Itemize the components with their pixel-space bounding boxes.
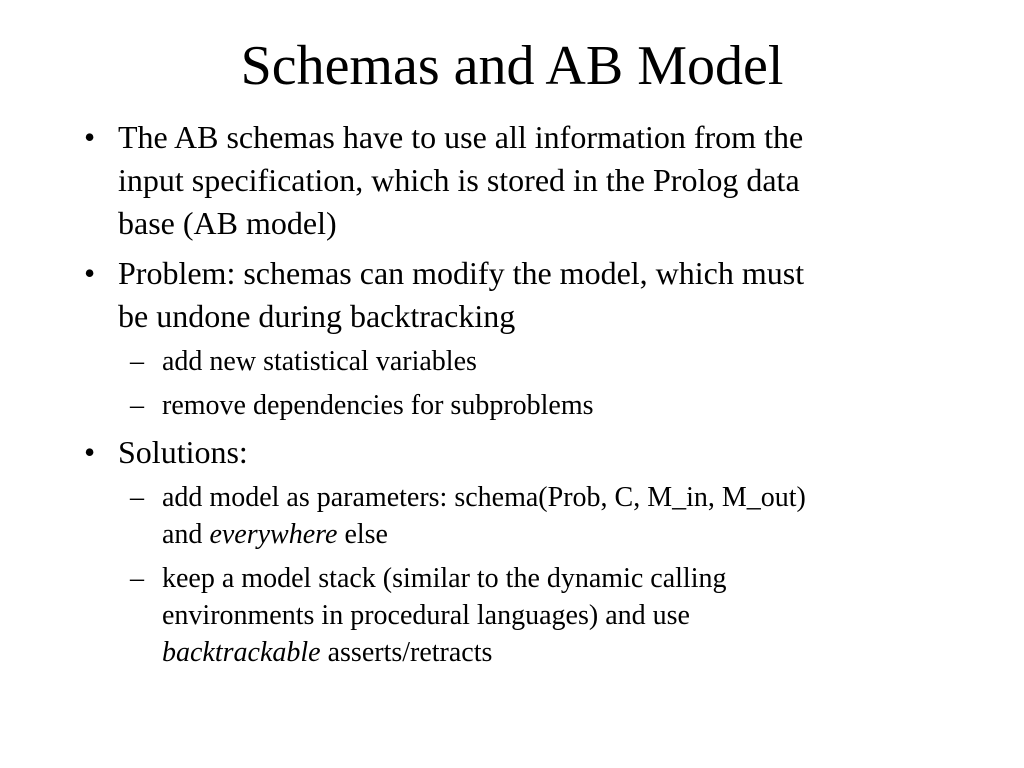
bullet-text-line: be undone during backtracking xyxy=(118,298,516,334)
sub-bullet-text: remove dependencies for subproblems xyxy=(162,390,594,421)
sub-bullet-text-line: add model as parameters: schema(Prob, C, M_in, M_out) xyxy=(162,482,806,513)
slide-title: Schemas and AB Model xyxy=(240,35,784,97)
sub-bullet-text-line: environments in procedural languages) and use xyxy=(162,600,690,631)
text-run: asserts/retracts xyxy=(320,637,493,668)
bullet-item xyxy=(0,431,1024,474)
bullet-text-line: base (AB model) xyxy=(118,205,337,241)
sub-bullet-text-line xyxy=(162,516,1024,553)
text-run: and xyxy=(162,519,210,550)
text-run: else xyxy=(337,519,388,550)
sub-bullet-item xyxy=(0,387,1024,424)
dash-marker: – xyxy=(130,482,144,513)
sub-bullet-text: add new statistical variables xyxy=(162,346,477,377)
sub-bullet-item xyxy=(0,560,1024,671)
bullet-text-line: The AB schemas have to use all information from the xyxy=(118,119,804,155)
dash-marker: – xyxy=(130,346,144,377)
bullet-text-line: Solutions: xyxy=(118,434,248,470)
bullet-item xyxy=(0,252,1024,338)
sub-bullet-text-line: keep a model stack (similar to the dynamic calling xyxy=(162,563,727,594)
bullet-item xyxy=(0,116,1024,245)
bullet-marker: • xyxy=(84,255,96,291)
sub-bullet-item xyxy=(0,479,1024,553)
bullet-text-line: Problem: schemas can modify the model, which must xyxy=(118,255,805,291)
italic-text: everywhere xyxy=(209,519,338,550)
italic-text: backtrackable xyxy=(162,637,321,668)
slide-body xyxy=(0,116,1024,678)
bullet-marker: • xyxy=(84,434,96,470)
bullet-marker: • xyxy=(84,119,96,155)
dash-marker: – xyxy=(130,390,144,421)
sub-bullet-item xyxy=(0,343,1024,380)
sub-bullet-text-line xyxy=(162,634,1024,671)
dash-marker: – xyxy=(130,563,144,594)
bullet-text-line: input specification, which is stored in the Prolog data xyxy=(118,162,800,198)
